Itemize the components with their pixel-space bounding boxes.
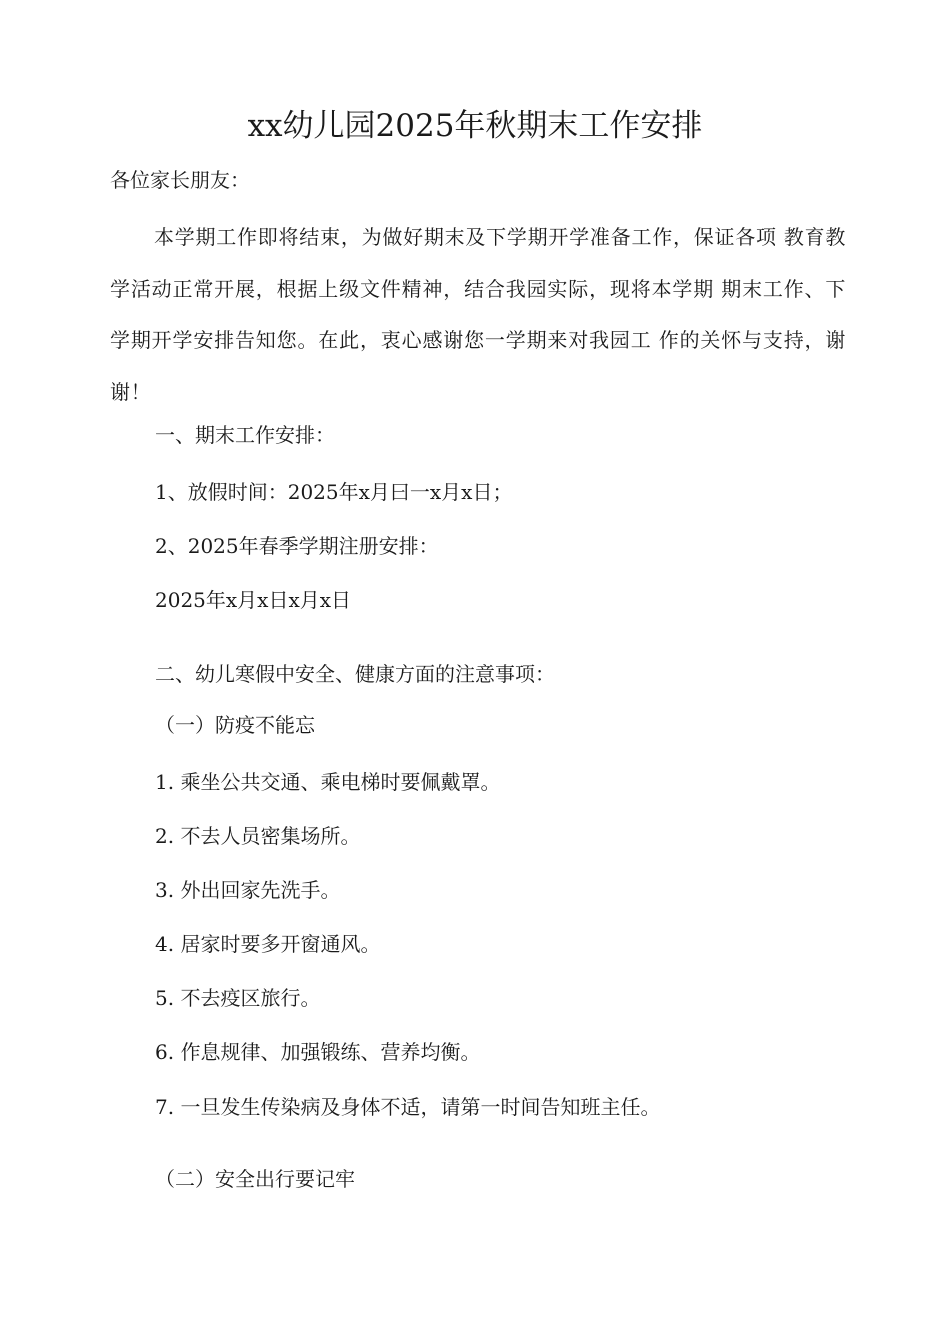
subsection2-heading: （二）安全出行要记牢	[155, 1167, 355, 1191]
subsection1-heading: （一）防疫不能忘	[155, 713, 315, 737]
list-item: 2. 不去人员密集场所。	[155, 824, 361, 848]
list-item: 6. 作息规律、加强锻练、营养均衡。	[155, 1040, 481, 1064]
intro-text: 本学期工作即将结束，为做好期末及下学期开学准备工作，保证各项 教育教学活动正常开展，根据上级文件精神，结合我园实际，现将本学期 期末工作、下学期开学安排告知您。在此，衷心感谢您一学期来对我园工 作的关怀与支持，谢谢！	[110, 225, 846, 404]
list-item: 7. 一旦发生传染病及身体不适，请第一时间告知班主任。	[155, 1095, 661, 1119]
holiday-time-item: 1、放假时间：2025年x月曰一x月x日；	[155, 480, 513, 504]
list-item: 5. 不去疫区旅行。	[155, 986, 321, 1010]
section1-heading: 一、期末工作安排：	[155, 423, 335, 447]
document-title: xx幼儿园2025年秋期末工作安排	[247, 108, 703, 144]
list-item: 4. 居家时要多开窗通风。	[155, 932, 381, 956]
intro-paragraph	[110, 212, 846, 418]
registration-item: 2、2025年春季学期注册安排：	[155, 534, 439, 558]
list-item: 3. 外出回家先洗手。	[155, 878, 341, 902]
salutation: 各位家长朋友：	[110, 168, 250, 192]
list-item: 1. 乘坐公共交通、乘电梯时要佩戴罩。	[155, 770, 501, 794]
section2-heading: 二、幼儿寒假中安全、健康方面的注意事项：	[155, 662, 555, 686]
registration-dates: 2025年x月x日x月x日	[155, 588, 352, 612]
